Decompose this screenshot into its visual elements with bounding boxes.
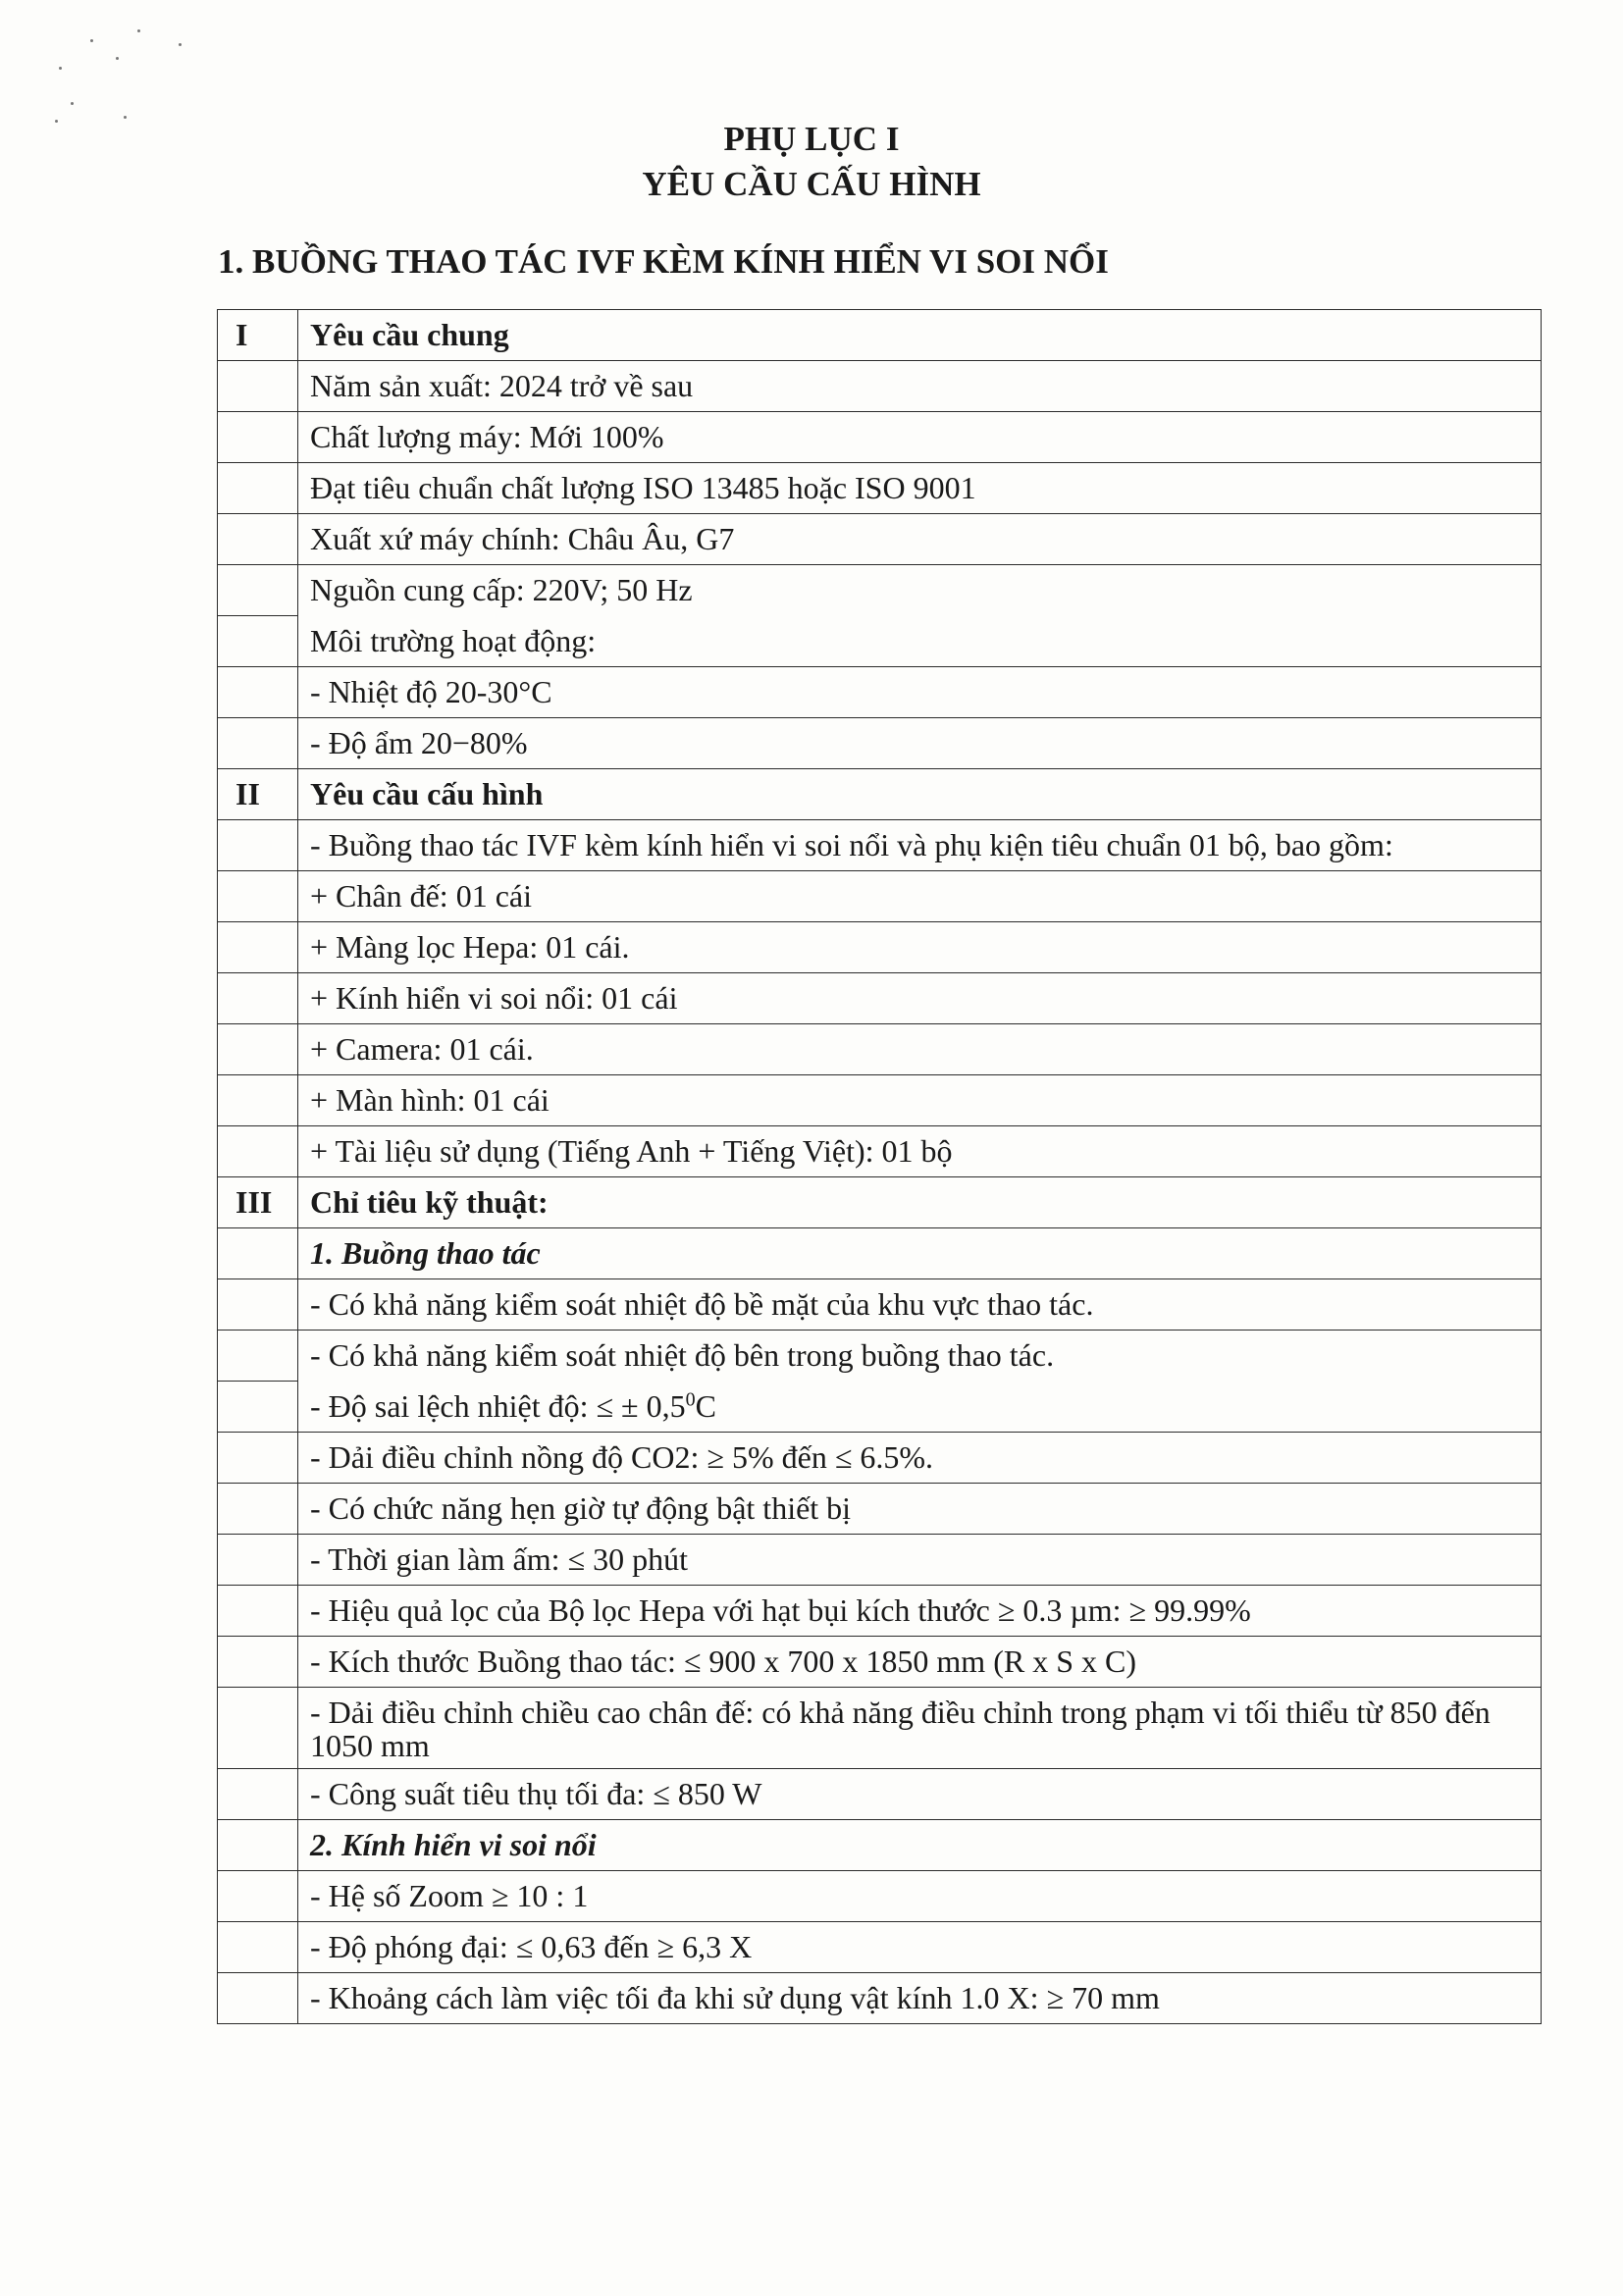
- table-row: [218, 1586, 1542, 1637]
- appendix-subtitle: YÊU CẦU CẤU HÌNH: [642, 165, 981, 203]
- scan-speck: [116, 57, 119, 60]
- group-title: Yêu cầu chung: [298, 310, 1542, 361]
- table-cell: + Chân đế: 01 cái: [298, 871, 1542, 922]
- table-row: [218, 1973, 1542, 2024]
- requirements-table: [217, 309, 1542, 2024]
- table-row: [218, 922, 1542, 973]
- table-row: [218, 1126, 1542, 1177]
- table-cell: Môi trường hoạt động:: [298, 616, 1542, 667]
- table-cell: + Tài liệu sử dụng (Tiếng Anh + Tiếng Việt): 01 bộ: [298, 1126, 1542, 1177]
- temp-deviation-text: - Độ sai lệch nhiệt độ: ≤ ± 0,5: [310, 1387, 686, 1424]
- group-title: Yêu cầu cấu hình: [298, 769, 1542, 820]
- table-row: [218, 1433, 1542, 1484]
- table-cell: - Có chức năng hẹn giờ tự động bật thiết bị: [298, 1484, 1542, 1535]
- scan-speck: [71, 102, 74, 105]
- table-row: [218, 1769, 1542, 1820]
- table-row: [218, 1075, 1542, 1126]
- table-cell: - Độ ẩm 20−80%: [298, 718, 1542, 769]
- section-title: 1. BUỒNG THAO TÁC IVF KÈM KÍNH HIỂN VI SOI NỔI: [218, 242, 1109, 281]
- table-row: [218, 1820, 1542, 1871]
- scan-speck: [59, 67, 62, 70]
- table-row: [218, 514, 1542, 565]
- table-cell: - Công suất tiêu thụ tối đa: ≤ 850 W: [298, 1769, 1542, 1820]
- table-row: [218, 1382, 1542, 1433]
- table-cell: + Kính hiển vi soi nổi: 01 cái: [298, 973, 1542, 1024]
- table-cell: - Dải điều chỉnh chiều cao chân đế: có khả năng điều chỉnh trong phạm vi tối thiểu từ 850 đến 1050 mm: [298, 1688, 1542, 1769]
- table-row: [218, 1535, 1542, 1586]
- table-cell: + Camera: 01 cái.: [298, 1024, 1542, 1075]
- table-cell: - Buồng thao tác IVF kèm kính hiển vi soi nổi và phụ kiện tiêu chuẩn 01 bộ, bao gồm:: [298, 820, 1542, 871]
- table-row: [218, 871, 1542, 922]
- subsection-title: 1. Buồng thao tác: [298, 1228, 1542, 1279]
- scan-speck: [90, 39, 93, 42]
- table-cell: Đạt tiêu chuẩn chất lượng ISO 13485 hoặc ISO 9001: [298, 463, 1542, 514]
- table-row: [218, 565, 1542, 616]
- group-number: I: [218, 310, 298, 361]
- table-row: [218, 310, 1542, 361]
- table-row: [218, 1331, 1542, 1382]
- scan-speck: [137, 29, 140, 32]
- table-cell: + Màng lọc Hepa: 01 cái.: [298, 922, 1542, 973]
- table-row: [218, 1688, 1542, 1769]
- table-row: [218, 1484, 1542, 1535]
- table-row: [218, 1871, 1542, 1922]
- table-row: [218, 1279, 1542, 1331]
- table-row: [218, 1228, 1542, 1279]
- table-row: [218, 718, 1542, 769]
- table-cell: Nguồn cung cấp: 220V; 50 Hz: [298, 565, 1542, 616]
- table-row: [218, 1637, 1542, 1688]
- table-cell: - Hệ số Zoom ≥ 10 : 1: [298, 1871, 1542, 1922]
- table-cell: Chất lượng máy: Mới 100%: [298, 412, 1542, 463]
- table-cell: - Dải điều chỉnh nồng độ CO2: ≥ 5% đến ≤ 6.5%.: [298, 1433, 1542, 1484]
- table-cell: - Hiệu quả lọc của Bộ lọc Hepa với hạt bụi kích thước ≥ 0.3 µm: ≥ 99.99%: [298, 1586, 1542, 1637]
- table-row: [218, 1177, 1542, 1228]
- table-row: [218, 769, 1542, 820]
- subsection-title: 2. Kính hiển vi soi nổi: [298, 1820, 1542, 1871]
- appendix-title: PHỤ LỤC I: [723, 120, 900, 158]
- scan-speck: [179, 43, 182, 46]
- table-row: [218, 463, 1542, 514]
- table-cell: [298, 1382, 1542, 1433]
- table-cell: - Độ phóng đại: ≤ 0,63 đến ≥ 6,3 X: [298, 1922, 1542, 1973]
- table-row: [218, 616, 1542, 667]
- table-cell: - Có khả năng kiểm soát nhiệt độ bề mặt của khu vực thao tác.: [298, 1279, 1542, 1331]
- table-row: [218, 973, 1542, 1024]
- table-cell: - Nhiệt độ 20-30°C: [298, 667, 1542, 718]
- table-cell: - Khoảng cách làm việc tối đa khi sử dụng vật kính 1.0 X: ≥ 70 mm: [298, 1973, 1542, 2024]
- table-cell: Năm sản xuất: 2024 trở về sau: [298, 361, 1542, 412]
- group-title: Chỉ tiêu kỹ thuật:: [298, 1177, 1542, 1228]
- table-cell: - Có khả năng kiểm soát nhiệt độ bên trong buồng thao tác.: [298, 1331, 1542, 1382]
- table-row: [218, 1922, 1542, 1973]
- group-number: II: [218, 769, 298, 820]
- table-row: [218, 820, 1542, 871]
- temp-unit: C: [695, 1387, 716, 1424]
- table-cell: - Kích thước Buồng thao tác: ≤ 900 x 700 x 1850 mm (R x S x C): [298, 1637, 1542, 1688]
- table-row: [218, 1024, 1542, 1075]
- table-row: [218, 361, 1542, 412]
- table-cell: - Thời gian làm ấm: ≤ 30 phút: [298, 1535, 1542, 1586]
- group-number: III: [218, 1177, 298, 1228]
- degree-superscript: 0: [685, 1387, 696, 1410]
- table-row: [218, 412, 1542, 463]
- table-cell: Xuất xứ máy chính: Châu Âu, G7: [298, 514, 1542, 565]
- table-row: [218, 667, 1542, 718]
- table-cell: + Màn hình: 01 cái: [298, 1075, 1542, 1126]
